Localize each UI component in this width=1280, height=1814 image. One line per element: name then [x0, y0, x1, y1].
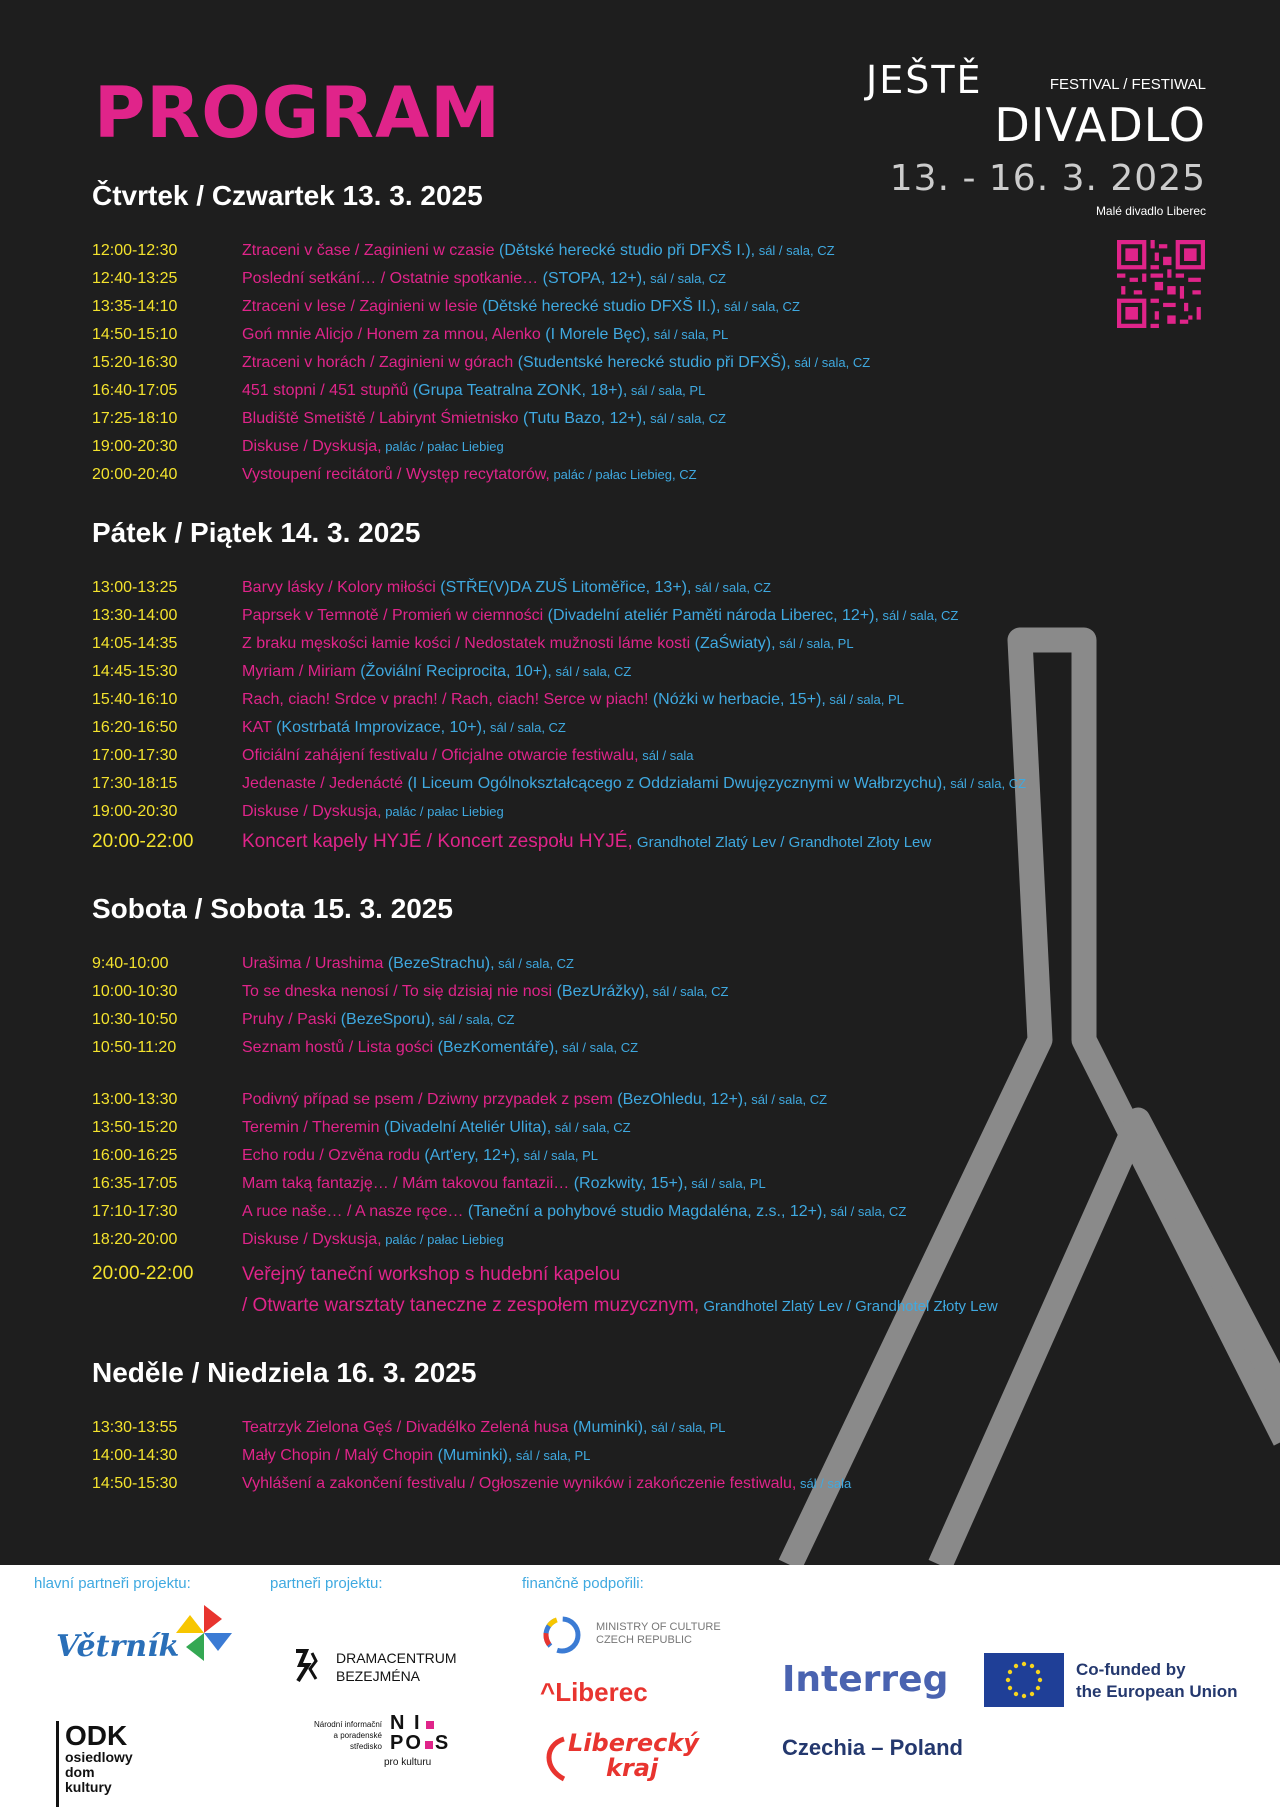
event-group: (Taneční a pohybové studio Magdaléna, z.s., 12+), [467, 1203, 827, 1220]
ministry-emblem-icon [542, 1615, 582, 1655]
vetrnik-name: Větrník [56, 1629, 180, 1664]
festival-dates: 13. - 16. 3. 2025 [889, 158, 1206, 199]
event-venue: sál / sala, CZ [649, 984, 729, 999]
event-time: 14:00-14:30 [92, 1447, 178, 1464]
eu-flag-icon [984, 1653, 1064, 1707]
event-title: Urašima / Urashima [242, 955, 388, 972]
event-title: Myriam / Miriam [242, 663, 361, 680]
event-row [92, 354, 870, 382]
nipos-letter-n: N [390, 1712, 407, 1734]
event-row [92, 466, 870, 494]
region-swoosh-icon [540, 1735, 568, 1783]
event-time: 13:30-14:00 [92, 607, 178, 624]
event-group: (Muminki), [572, 1419, 648, 1436]
event-venue: sál / sala, CZ [494, 956, 574, 971]
event-title: Oficiální zahájení festivalu / Oficjalne otwarcie festiwalu, [242, 747, 639, 764]
event-group: (STOPA, 12+), [542, 270, 647, 287]
event-time: 20:00-20:40 [92, 466, 178, 483]
event-group: (Art'ery, 12+), [424, 1147, 520, 1164]
event-row [92, 298, 870, 326]
event-time: 16:20-16:50 [92, 719, 178, 736]
dramacentrum-logo[interactable] [292, 1645, 472, 1689]
event-time: 15:20-16:30 [92, 354, 178, 371]
ministry-line2: CZECH REPUBLIC [596, 1634, 692, 1646]
event-venue: sál / sala, CZ [755, 243, 835, 258]
ministry-of-culture-logo[interactable] [540, 1613, 740, 1657]
event-row [92, 326, 870, 354]
event-venue: sál / sala, CZ [747, 1092, 828, 1107]
event-group: (I Morele Bęc), [545, 326, 651, 343]
event-time: 19:00-20:30 [92, 803, 178, 820]
dramacentrum-line2: BEZEJMÉNA [336, 1668, 421, 1684]
event-time: 9:40-10:00 [92, 955, 169, 972]
event-group: (Studentské herecké studio při DFXŠ), [517, 354, 791, 371]
event-row [92, 983, 998, 1011]
event-row-highlight [92, 1259, 998, 1321]
event-venue: sál / sala [638, 748, 694, 763]
interreg-logo[interactable] [782, 1659, 982, 1705]
kraj-line1: Liberecký [568, 1729, 699, 1757]
pinwheel-icon [174, 1605, 234, 1661]
event-title: Koncert kapely HYJÉ / Koncert zespołu HYJÉ, [242, 831, 633, 852]
event-title: Vyhlášení a zakončení festivalu / Ogłoszenie wyników i zakończenie festiwalu, [242, 1475, 797, 1492]
event-venue: sál / sala, PL [775, 636, 854, 651]
event-time: 14:50-15:30 [92, 1475, 178, 1492]
odk-logo[interactable] [56, 1721, 169, 1807]
odk-line1: osiedlowy [65, 1749, 133, 1766]
event-time: 17:00-17:30 [92, 747, 178, 764]
partners-footer [0, 1565, 1280, 1814]
event-title: Paprsek v Temnotě / Promień w ciemności [242, 607, 548, 624]
event-time: 10:30-10:50 [92, 1011, 178, 1028]
event-title: Ztraceni v lese / Zaginieni w lesie [242, 298, 483, 315]
day-thursday [92, 180, 870, 494]
event-time: 18:20-20:00 [92, 1231, 178, 1248]
event-group: (Grupa Teatralna ZONK, 18+), [412, 382, 628, 399]
brand-name-top: JEŠTĚ [866, 58, 983, 102]
event-time: 12:00-12:30 [92, 242, 178, 259]
event-title: Mały Chopin / Malý Chopin [242, 1447, 438, 1464]
event-venue: sál / sala, CZ [434, 1012, 515, 1027]
event-row [92, 438, 870, 466]
odk-line3: kultury [65, 1778, 112, 1795]
event-group: (Muminki), [437, 1447, 513, 1464]
event-venue: sál / sala, CZ [946, 776, 1027, 791]
event-group: (BezUrážky), [556, 983, 650, 1000]
event-time: 12:40-13:25 [92, 270, 178, 287]
nipos-letter-i: I [414, 1712, 422, 1734]
page-title: PROGRAM [94, 72, 501, 154]
event-venue: sál / sala, PL [647, 1420, 726, 1435]
event-row [92, 1419, 851, 1447]
event-row [92, 1447, 851, 1475]
event-group: (BezeSporu), [340, 1011, 435, 1028]
event-title: Z braku męskości łamie kości / Nedostatek mužnosti láme kosti [242, 635, 695, 652]
event-venue: sál / sala, PL [687, 1176, 766, 1191]
event-venue: sál / sala, CZ [720, 299, 800, 314]
dramacentrum-line1: DRAMACENTRUM [336, 1650, 457, 1666]
event-title: Goń mnie Alicjo / Honem za mnou, Alenko [242, 326, 546, 343]
dramacentrum-mark-icon [292, 1647, 320, 1683]
day-saturday [92, 893, 998, 1321]
event-row [92, 719, 1026, 747]
nipos-text-1: Národní informační [313, 1720, 382, 1729]
eu-line1: Co-funded by [1076, 1660, 1186, 1679]
event-time: 14:45-15:30 [92, 663, 178, 680]
event-venue: sál / sala, CZ [558, 1040, 639, 1055]
event-time: 17:25-18:10 [92, 410, 178, 427]
day-heading: Sobota / Sobota 15. 3. 2025 [92, 893, 454, 924]
event-time: 16:35-17:05 [92, 1175, 178, 1192]
event-venue: sál / sala, CZ [646, 411, 726, 426]
event-row [92, 635, 1026, 663]
day-heading: Neděle / Niedziela 16. 3. 2025 [92, 1357, 477, 1388]
event-venue: sál / sala, CZ [551, 1120, 631, 1135]
event-title: Mam taką fantazję… / Mám takovou fantazii… [242, 1175, 574, 1192]
event-group: (Rozkwity, 15+), [573, 1175, 688, 1192]
event-row [92, 1011, 998, 1039]
vetrnik-logo[interactable] [56, 1605, 236, 1665]
event-title: Seznam hostů / Lista gości [242, 1039, 438, 1056]
event-title: Teatrzyk Zielona Gęś / Divadélko Zelená husa [242, 1419, 573, 1436]
event-title: A ruce naše… / A nasze ręce… [242, 1203, 468, 1220]
event-title: Ztraceni v čase / Zaginieni w czasie [242, 242, 499, 259]
event-time: 16:40-17:05 [92, 382, 178, 399]
day-sunday [92, 1357, 851, 1503]
event-venue: sál / sala, PL [520, 1148, 599, 1163]
event-time: 19:00-20:30 [92, 438, 178, 455]
event-time: 14:50-15:10 [92, 326, 178, 343]
nipos-square-icon [426, 1721, 434, 1729]
event-title: Diskuse / Dyskusja, [242, 803, 382, 820]
event-title: Jedenaste / Jedenácté [242, 775, 408, 792]
event-row [92, 579, 1026, 607]
brand-name-bottom: DIVADLO [994, 98, 1206, 152]
odk-abbr: ODK [65, 1720, 128, 1751]
qr-code[interactable] [1117, 240, 1205, 328]
event-row [92, 803, 1026, 831]
event-venue: sál / sala, CZ [691, 580, 771, 595]
event-title: Echo rodu / Ozvěna rodu [242, 1147, 425, 1164]
event-row [92, 410, 870, 438]
event-time: 10:00-10:30 [92, 983, 178, 1000]
kraj-line2: kraj [606, 1754, 659, 1782]
liberec-city-logo[interactable]: ^Liberec [540, 1677, 648, 1707]
nipos-square-icon [425, 1741, 433, 1749]
event-venue: sál / sala, CZ [790, 355, 871, 370]
event-time: 17:30-18:15 [92, 775, 178, 792]
event-venue: sál / sala, CZ [551, 664, 632, 679]
event-venue: Grandhotel Zlatý Lev / Grandhotel Złoty Lew [632, 834, 932, 851]
event-group: (Nóżki w herbacie, 15+), [652, 691, 826, 708]
event-row [92, 1119, 998, 1147]
event-venue: sál / sala, PL [650, 327, 729, 342]
nipos-text-2: a poradenské [333, 1731, 382, 1740]
event-title: KAT [242, 719, 277, 736]
event-group: (BezOhledu, 12+), [617, 1091, 748, 1108]
nipos-letters-po: PO [390, 1732, 423, 1754]
day-friday [92, 517, 1026, 867]
nipos-text-3: středisko [349, 1742, 382, 1751]
event-group: (I Liceum Ogólnokształcącego z Oddziałami Dwujęzycznymi w Wałbrzychu), [407, 775, 947, 792]
event-time: 13:00-13:30 [92, 1091, 178, 1108]
main-partners-label: hlavní partneři projektu: [34, 1575, 191, 1592]
nipos-tagline: pro kulturu [384, 1757, 432, 1768]
event-title: Veřejný taneční workshop s hudební kapelou [242, 1264, 621, 1285]
interreg-name: Interreg [782, 1659, 949, 1700]
event-title: Poslední setkání… / Ostatnie spotkanie… [242, 270, 543, 287]
event-row [92, 270, 870, 298]
event-venue: palác / pałac Liebieg [381, 439, 504, 454]
event-group: (Divadelní Ateliér Ulita), [383, 1119, 552, 1136]
event-row [92, 242, 870, 270]
event-title: Podivný případ se psem / Dziwny przypadek z psem [242, 1091, 618, 1108]
event-group: (Kostrbatá Improvizace, 10+), [276, 719, 487, 736]
event-row [92, 1475, 851, 1503]
event-time: 15:40-16:10 [92, 691, 178, 708]
event-row [92, 1231, 998, 1259]
ministry-line1: MINISTRY OF CULTURE [596, 1621, 721, 1633]
event-row [92, 663, 1026, 691]
event-venue: sál / sala, CZ [646, 271, 726, 286]
nipos-letter-s: S [434, 1732, 451, 1754]
event-row [92, 1175, 998, 1203]
event-time: 13:50-15:20 [92, 1119, 178, 1136]
event-row [92, 1147, 998, 1175]
event-time: 10:50-11:20 [92, 1039, 177, 1056]
event-group: (Tutu Bazo, 12+), [523, 410, 647, 427]
festival-venue: Malé divadlo Liberec [1095, 204, 1206, 218]
liberec-name: Liberec [555, 1677, 648, 1707]
event-venue: sál / sala, PL [627, 383, 706, 398]
event-time: 16:00-16:25 [92, 1147, 178, 1164]
event-venue: palác / pałac Liebieg, CZ [549, 467, 697, 482]
event-row [92, 607, 1026, 635]
event-title: Diskuse / Dyskusja, [242, 1231, 382, 1248]
event-row [92, 1091, 998, 1119]
event-venue: sál / sala, PL [512, 1448, 591, 1463]
event-row [92, 691, 1026, 719]
event-time: 13:00-13:25 [92, 579, 178, 596]
event-row [92, 955, 998, 983]
event-time: 13:30-13:55 [92, 1419, 178, 1436]
event-group: (BezKomentáře), [437, 1039, 559, 1056]
event-row-highlight [92, 831, 1026, 867]
event-title: Diskuse / Dyskusja, [242, 438, 382, 455]
event-title: Teremin / Theremin [242, 1119, 384, 1136]
event-venue: palác / pałac Liebieg [381, 804, 504, 819]
event-time: 20:00-22:00 [92, 1263, 194, 1284]
event-row [92, 1039, 998, 1067]
event-time: 14:05-14:35 [92, 635, 178, 652]
event-group: (BezeStrachu), [387, 955, 495, 972]
event-title: 451 stopni / 451 stupňů [242, 382, 413, 399]
event-row [92, 1203, 998, 1231]
day-heading: Pátek / Piątek 14. 3. 2025 [92, 517, 421, 548]
event-title-second-line: / Otwarte warsztaty taneczne z zespołem muzycznym, [242, 1295, 700, 1316]
event-venue: sál / sala, CZ [826, 1204, 907, 1219]
event-title: Bludiště Smetiště / Labirynt Śmietnisko [242, 410, 524, 427]
event-group: (Dětské herecké studio DFXŠ II.), [482, 298, 721, 315]
event-group: (Žoviální Reciprocita, 10+), [360, 663, 552, 680]
eu-line2: the European Union [1076, 1682, 1238, 1701]
event-title: Vystoupení recitátorů / Występ recytatorów, [242, 466, 550, 483]
event-time: 13:35-14:10 [92, 298, 178, 315]
event-time: 17:10-17:30 [92, 1203, 178, 1220]
nipos-logo[interactable] [296, 1713, 466, 1773]
day-heading: Čtvrtek / Czwartek 13. 3. 2025 [92, 180, 483, 211]
event-row [92, 775, 1026, 803]
event-title: Barvy lásky / Kolory miłości [242, 579, 441, 596]
czechia-poland-label: Czechia – Poland [782, 1735, 963, 1760]
event-row [92, 747, 1026, 775]
event-title: Ztraceni v horách / Zaginieni w górach [242, 354, 518, 371]
event-group: (STŘE(V)DA ZUŠ Litoměřice, 13+), [440, 579, 692, 596]
event-time: 20:00-22:00 [92, 831, 194, 852]
liberecky-kraj-logo[interactable] [540, 1729, 699, 1795]
event-title: Rach, ciach! Srdce v prach! / Rach, ciach! Serce w piach! [242, 691, 653, 708]
event-venue: palác / pałac Liebieg [381, 1232, 504, 1247]
odk-line2: dom [65, 1764, 95, 1781]
brand-festival-label: FESTIVAL / FESTIWAL [1049, 76, 1206, 93]
event-venue: sál / sala, CZ [486, 720, 566, 735]
event-venue: sál / sala, CZ [878, 608, 959, 623]
event-venue: Grandhotel Zlatý Lev / Grandhotel Złoty Lew [699, 1298, 998, 1315]
eu-cofunded-logo[interactable] [984, 1653, 1254, 1709]
festival-logo [866, 58, 1206, 238]
event-group: (Dětské herecké studio při DFXŠ I.), [499, 242, 756, 259]
partners-label: partneři projektu: [270, 1575, 383, 1592]
event-group: (Divadelní ateliér Paměti národa Liberec, 12+), [547, 607, 879, 624]
event-row [92, 382, 870, 410]
funded-by-label: finančně podpořili: [522, 1575, 644, 1592]
event-group: (ZaŚwiaty), [694, 635, 776, 652]
event-title: To se dneska nenosí / To się dzisiaj nie nosi [242, 983, 557, 1000]
event-title: Pruhy / Paski [242, 1011, 341, 1028]
event-venue: sál / sala, PL [825, 692, 904, 707]
event-venue: sál / sala [796, 1476, 852, 1491]
